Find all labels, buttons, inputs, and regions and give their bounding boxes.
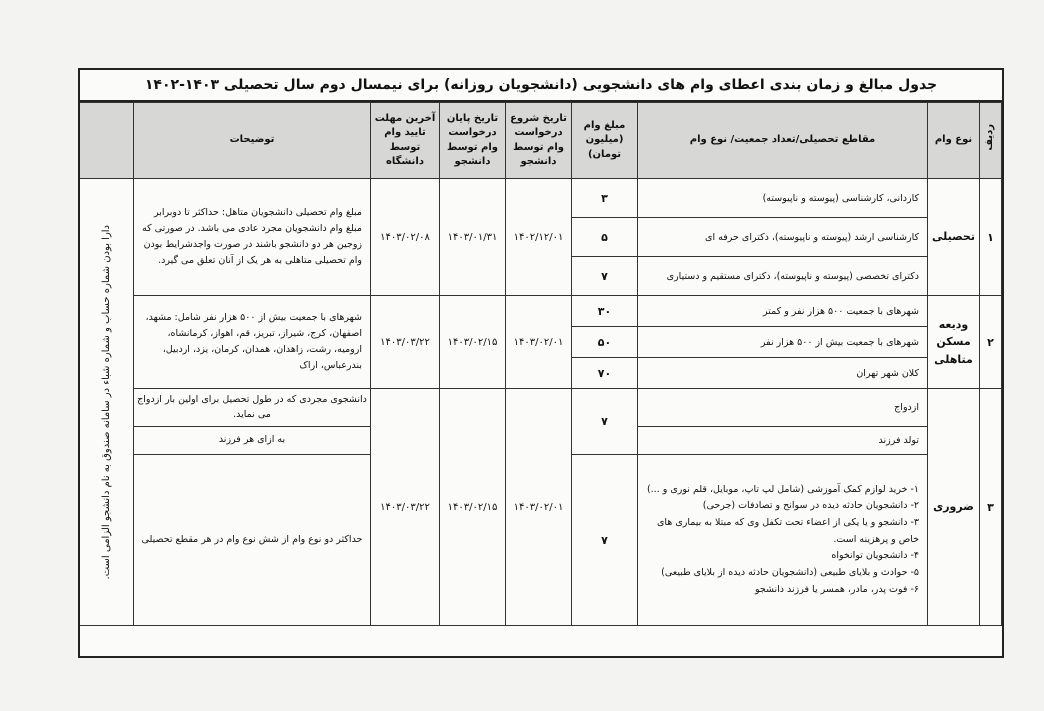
header-sections: مقاطع تحصیلی/تعداد جمعیت/ نوع وام xyxy=(638,103,928,179)
section-cell: تولد فرزند xyxy=(638,427,928,455)
table-row xyxy=(80,389,1002,427)
section-list-cell xyxy=(638,455,928,626)
header-blank xyxy=(80,103,134,179)
amount-cell: ۳۰ xyxy=(572,296,638,327)
section-cell: شهرهای با جمعیت بیش از ۵۰۰ هزار نفر xyxy=(638,327,928,358)
start-date: ۱۴۰۳/۰۲/۰۱ xyxy=(506,296,572,389)
loan-table xyxy=(79,102,1002,626)
description-cell: دانشجوی مجردی که در طول تحصیل برای اولین بار ازدواج می نماید. xyxy=(134,389,371,427)
side-note-text: دارا بودن شماره حساب و شماره شباء در سامانه صندوق به نام دانشجو الزامی است. xyxy=(100,224,112,580)
header-approve-deadline: آخرین مهلت تایید وام توسط دانشگاه xyxy=(371,103,440,179)
description-cell: شهرهای با جمعیت بیش از ۵۰۰ هزار نفر شامل: مشهد، اصفهان، کرج، شیراز، تبریز، قم، اهواز، کرمانشاه، ارومیه، رشت، زاهدان، همدان، کرمان، یزد، اردبیل، بندرعباس، اراک xyxy=(134,296,371,389)
list-item: ۶- فوت پدر، مادر، همسر یا فرزند دانشجو xyxy=(754,583,919,595)
start-date: ۱۴۰۳/۰۲/۰۱ xyxy=(506,389,572,626)
section-cell: ازدواج xyxy=(638,389,928,427)
table-row xyxy=(80,179,1002,218)
loan-schedule-document xyxy=(78,68,1004,658)
list-item: ۵- حوادث و بلایای طبیعی (دانشجویان حادثه دیده از بلایای طبیعی) xyxy=(661,566,919,578)
end-date: ۱۴۰۳/۰۲/۱۵ xyxy=(440,296,506,389)
header-loan-type: نوع وام xyxy=(928,103,980,179)
header-row-no: ردیف xyxy=(980,103,1002,179)
list-item: ۳- دانشجو و یا یکی از اعضاء تحت تکفل وی که مبتلا به بیماری های خاص و پرهزینه است. xyxy=(656,517,919,545)
loan-type: تحصیلی xyxy=(928,179,980,296)
list-item: ۱- خرید لوازم کمک آموزشی (شامل لپ تاپ، موبایل، قلم نوری و ...) xyxy=(646,483,919,495)
section-cell: کلان شهر تهران xyxy=(638,358,928,389)
amount-cell: ۷ xyxy=(572,257,638,296)
section-cell: دکترای تخصصی (پیوسته و ناپیوسته)، دکترای مستقیم و دستیاری xyxy=(638,257,928,296)
amount-cell: ۵۰ xyxy=(572,327,638,358)
row-number: ۱ xyxy=(980,179,1002,296)
approve-deadline: ۱۴۰۳/۰۲/۰۸ xyxy=(371,179,440,296)
amount-cell: ۷۰ xyxy=(572,358,638,389)
end-date: ۱۴۰۳/۰۲/۱۵ xyxy=(440,389,506,626)
side-note xyxy=(80,179,134,626)
loan-type: ودیعه مسکن متاهلی xyxy=(928,296,980,389)
header-description: توضیحات xyxy=(134,103,371,179)
section-cell: شهرهای با جمعیت ۵۰۰ هزار نفر و کمتر xyxy=(638,296,928,327)
list-item: ۲- دانشجویان حادثه دیده در سوانح و تصادفات (جرحی) xyxy=(702,500,919,512)
description-cell: حداکثر دو نوع وام از شش نوع وام در هر مقطع تحصیلی xyxy=(134,455,371,626)
approve-deadline: ۱۴۰۳/۰۳/۲۲ xyxy=(371,296,440,389)
approve-deadline: ۱۴۰۳/۰۳/۲۲ xyxy=(371,389,440,626)
page-title: جدول مبالغ و زمان بندی اعطای وام های دانشجویی (دانشجویان روزانه) برای نیمسال دوم سال تحصیلی ۱۴۰۳-۱۴۰۲ xyxy=(80,70,1002,102)
table-row xyxy=(80,296,1002,327)
row-number: ۲ xyxy=(980,296,1002,389)
amount-cell: ۳ xyxy=(572,179,638,218)
amount-cell: ۷ xyxy=(572,455,638,626)
start-date: ۱۴۰۲/۱۲/۰۱ xyxy=(506,179,572,296)
amount-cell: ۷ xyxy=(572,389,638,455)
list-item: ۴- دانشجویان توانخواه xyxy=(831,550,919,562)
loan-type: ضروری xyxy=(928,389,980,626)
header-amount: مبلغ وام (میلیون تومان) xyxy=(572,103,638,179)
header-row xyxy=(80,103,1002,179)
end-date: ۱۴۰۳/۰۱/۳۱ xyxy=(440,179,506,296)
description-cell: به ازای هر فرزند xyxy=(134,427,371,455)
section-cell: کارشناسی ارشد (پیوسته و ناپیوسته)، دکترای حرفه ای xyxy=(638,218,928,257)
description-cell: مبلغ وام تحصیلی دانشجویان متاهل: حداکثر تا دوبرابر مبلغ وام دانشجویان مجرد عادی می باشد. در صورتی که زوجین هر دو دانشجو باشند در صورت واجدشرایط بودن وام تحصیلی متاهلی به هر یک از آنان تعلق می گیرد. xyxy=(134,179,371,296)
amount-cell: ۵ xyxy=(572,218,638,257)
header-start-date: تاریخ شروع درخواست وام توسط دانشجو xyxy=(506,103,572,179)
header-end-date: تاریخ پایان درخواست وام توسط دانشجو xyxy=(440,103,506,179)
row-number: ۳ xyxy=(980,389,1002,626)
section-cell: کاردانی، کارشناسی (پیوسته و ناپیوسته) xyxy=(638,179,928,218)
